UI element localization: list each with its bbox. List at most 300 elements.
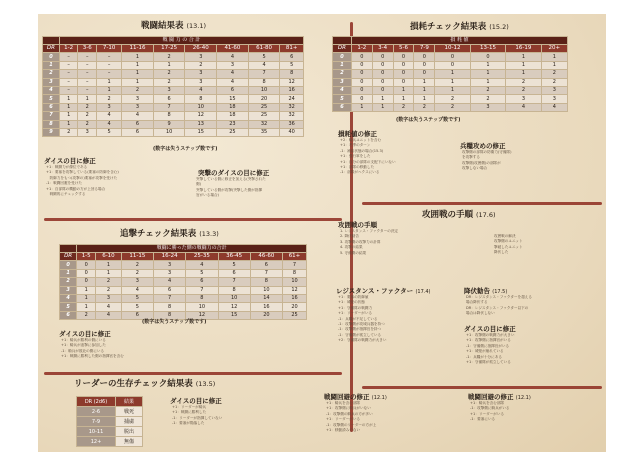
table-cell: 3 [217, 61, 249, 69]
table-cell: 25 [217, 128, 249, 136]
table-cell: 4 [541, 103, 567, 111]
column-header: 6-10 [96, 253, 122, 261]
table-cell: 3 [153, 86, 185, 94]
table-cell: 25 [248, 112, 280, 120]
column-header: 26-40 [185, 45, 217, 53]
table-cell: 24 [280, 95, 304, 103]
table-cell: 1 [541, 61, 567, 69]
table-cell: 戦死 [116, 407, 143, 417]
table-cell: 1 [414, 86, 435, 94]
table-cell: 32 [248, 120, 280, 128]
surrender-dice-heading: ダイスの目に修正 [464, 325, 516, 333]
table-cell: 0 [372, 86, 393, 94]
table-row [43, 120, 304, 128]
text-line: +1：自部隊の機動の方が上回る場合 [46, 186, 106, 191]
table-cell: 7 [218, 278, 250, 286]
column-header: 11-15 [121, 253, 153, 261]
text-line: 攻撃側の部隊の防衛力(守備隊) [462, 150, 512, 154]
table-cell: 3 [96, 294, 122, 302]
charge-dice-heading: 突撃のダイスの目に修正 [198, 169, 270, 177]
rules-sheet [38, 14, 606, 452]
table-cell: 35 [248, 128, 280, 136]
table-cell: – [59, 78, 78, 86]
text-line: +1：戦闘に勝利した [172, 410, 207, 415]
row-label: 4 [333, 86, 352, 94]
supply-siege-modifiers [462, 150, 592, 172]
table-cell: 1 [153, 61, 185, 69]
table-cell: – [59, 86, 78, 94]
text-line: +1：騎兵を含む部隊 [326, 401, 361, 405]
table-cell: 16 [280, 86, 304, 94]
table-cell: 1 [59, 120, 78, 128]
table-cell: 3 [506, 95, 541, 103]
table-row [43, 95, 304, 103]
table-cell: 2 [506, 78, 541, 86]
table-cell: DR (2d6) [77, 397, 116, 407]
table-cell: 25 [248, 103, 280, 111]
column-header: 41-60 [217, 45, 249, 53]
row-label: 2 [333, 70, 352, 78]
table-cell: 16 [283, 294, 307, 302]
table-cell: 0 [351, 61, 372, 69]
table-cell: 10-11 [77, 427, 116, 437]
divider-pursuit-leader [44, 372, 342, 375]
table-cell: 2 [470, 86, 505, 94]
table-cell: 1 [351, 103, 372, 111]
text-line: DR：レジスタンス・ファクターを超える [466, 295, 532, 299]
supply-siege-heading: 兵糧攻めの修正 [460, 142, 506, 150]
table-cell: 脱出 [116, 427, 143, 437]
table-row [60, 269, 307, 277]
table-cell: 18 [217, 103, 249, 111]
table-cell: 4 [97, 120, 122, 128]
table-cell: 4 [185, 86, 217, 94]
table-cell: 40 [280, 128, 304, 136]
leader-dice-modifiers [172, 405, 322, 427]
table-cell: – [59, 53, 78, 61]
column-header: 1-2 [59, 45, 78, 53]
row-label: 7 [43, 112, 60, 120]
combat-dice-modifiers [46, 165, 176, 197]
text-line: +1：城壁が崩れている [466, 349, 504, 354]
column-header: 11-16 [122, 45, 154, 53]
table-cell: 6 [250, 261, 282, 269]
text-line: 防御力をもつ(攻撃の)要塞が攻撃を受けた [46, 175, 118, 180]
table-cell: 1 [506, 70, 541, 78]
column-header: 3-4 [372, 45, 393, 53]
pursuit-note: (数字は失うステップ数です) [142, 319, 207, 325]
table-cell: 18 [217, 112, 249, 120]
table-row [43, 70, 304, 78]
table-cell: 10 [250, 286, 282, 294]
text-line: +1：城壁の状態 [338, 300, 365, 305]
column-header: 16-24 [154, 253, 186, 261]
column-header: DR [60, 253, 77, 261]
table-cell: 1 [122, 53, 154, 61]
text-line: -1：部隊がヘクスにいる [340, 170, 380, 175]
table-row [333, 78, 568, 86]
table-cell: 1 [59, 112, 78, 120]
table-cell: 2 [470, 95, 505, 103]
table-cell: 0 [414, 53, 435, 61]
table-cell: 6 [217, 86, 249, 94]
table-row [43, 112, 304, 120]
text-line: +1：リーダーが騎兵 [172, 405, 207, 409]
table-cell: 5 [97, 128, 122, 136]
table-cell: 3 [470, 103, 505, 111]
table-cell: 1 [393, 86, 414, 94]
row-label: 6 [60, 311, 77, 319]
table-cell: 2 [77, 311, 96, 319]
table-cell: – [97, 53, 122, 61]
attrition-results-table [332, 36, 568, 112]
table-cell: 0 [393, 78, 414, 86]
table-cell: 1 [77, 294, 96, 302]
table-row [333, 70, 568, 78]
table-row [60, 278, 307, 286]
table-cell: 2 [506, 86, 541, 94]
table-cell: 8 [280, 70, 304, 78]
table-cell: 2 [78, 120, 97, 128]
text-line: -1：騎兵が敗北の側にいる [61, 348, 105, 353]
resistance-heading: レジスタンス・ファクター (17.4) [336, 287, 431, 295]
table-cell: 4 [248, 61, 280, 69]
table-cell: 2 [153, 70, 185, 78]
text-line: -1：要塞が陥落した [172, 421, 205, 426]
text-line: -1：要塞にいる [470, 417, 496, 422]
text-line: +1：部隊の移動した [340, 165, 375, 170]
evade-right-modifiers [470, 401, 598, 423]
table-cell: 7 [248, 70, 280, 78]
text-line: -1：戦闘回避を受けた [46, 181, 82, 186]
table-cell: – [78, 53, 97, 61]
table-cell: 5 [121, 294, 153, 302]
table-cell: 3 [122, 103, 154, 111]
table-cell: 2 [435, 103, 470, 111]
attrition-modifiers [340, 138, 448, 176]
row-label: 5 [333, 95, 352, 103]
table-cell: 4 [154, 278, 186, 286]
text-line: 突撃している側が攻撃(突撃した側が指揮 [196, 187, 263, 192]
pursuit-results-table [59, 244, 307, 320]
text-line: 官がいる場合) [196, 193, 219, 198]
text-line: +1：強行軍をした [340, 154, 371, 159]
table-row [333, 103, 568, 111]
table-cell: 0 [77, 269, 96, 277]
row-label: 0 [333, 53, 352, 61]
text-line: 3. 攻撃側の攻撃力の計算 [340, 239, 381, 244]
table-cell: 5 [218, 261, 250, 269]
column-header: 1-2 [351, 45, 372, 53]
table-cell: 無傷 [116, 437, 143, 447]
table-cell: – [78, 61, 97, 69]
text-line: 攻囲戦の解決 [494, 234, 516, 238]
text-line: -1：補給状態の場合(15.3) [340, 148, 384, 153]
table-cell: 3 [122, 95, 154, 103]
table-cell: 4 [217, 70, 249, 78]
table-cell: 2 [153, 53, 185, 61]
table-cell: 10 [185, 103, 217, 111]
table-row [43, 128, 304, 136]
table-cell: 1 [122, 70, 154, 78]
table-cell: 8 [218, 286, 250, 294]
table-cell: 12 [283, 286, 307, 294]
evade-left-modifiers [326, 401, 456, 433]
row-label: 3 [43, 78, 60, 86]
pursuit-dice-modifiers [61, 338, 301, 360]
text-line: を攻撃する [462, 155, 480, 160]
table-cell: 1 [470, 70, 505, 78]
evade-left-heading: 戦闘回避の修正 (12.1) [324, 393, 387, 401]
table-cell: 2 [153, 78, 185, 86]
siege-procedure-steps [340, 229, 490, 256]
table-band-header: 損 耗 値 [351, 37, 567, 45]
table-cell: 2 [541, 70, 567, 78]
table-cell: 5 [280, 61, 304, 69]
row-label: 6 [43, 103, 60, 111]
table-cell: 2 [121, 261, 153, 269]
table-cell: 4 [186, 261, 218, 269]
text-line: 攻撃しない場合 [462, 166, 488, 171]
table-cell: 0 [372, 61, 393, 69]
table-cell: 1 [97, 86, 122, 94]
column-header: 1-5 [77, 253, 96, 261]
attrition-note: (数字は失うステップ数です) [396, 117, 461, 123]
column-header: 10-12 [435, 45, 470, 53]
table-cell: 14 [250, 294, 282, 302]
table-row [77, 427, 143, 437]
table-cell: 7 [283, 261, 307, 269]
table-row [60, 294, 307, 302]
table-cell: – [59, 70, 78, 78]
text-line: 4. 攻撃の結果 [340, 245, 363, 250]
table-cell: 0 [351, 53, 372, 61]
table-cell: 2 [96, 278, 122, 286]
row-label: 1 [60, 269, 77, 277]
text-line: 降伏した [494, 250, 509, 255]
combat-title: 戦闘結果表 (13.1) [141, 21, 207, 31]
table-row [333, 53, 568, 61]
text-line: +1：移動済みでない [326, 428, 361, 433]
table-row [333, 61, 568, 69]
siege-resolution-notes [494, 234, 594, 256]
table-cell: 4 [217, 78, 249, 86]
table-cell: 10 [186, 303, 218, 311]
table-cell: 1 [59, 95, 78, 103]
text-line: -1：攻撃側に騎兵がいる [470, 406, 510, 411]
table-cell: 2 [393, 103, 414, 111]
table-cell: 2 [541, 78, 567, 86]
table-cell: 0 [77, 278, 96, 286]
combat-results-table [42, 36, 304, 137]
text-line: +1：冬季のターン [340, 143, 371, 148]
table-cell: 10 [248, 86, 280, 94]
column-header: DR [43, 45, 60, 53]
table-cell: 2 [97, 95, 122, 103]
table-cell: 0 [351, 78, 372, 86]
table-row [77, 407, 143, 417]
column-header: 20+ [541, 45, 567, 53]
table-cell: 1 [372, 95, 393, 103]
table-cell: 13 [185, 120, 217, 128]
table-cell: 0 [393, 70, 414, 78]
table-cell: 結果 [116, 397, 143, 407]
attrition-title: 損耗チェック結果表 (15.2) [410, 22, 509, 32]
table-cell: 3 [185, 70, 217, 78]
table-cell: 7 [250, 269, 282, 277]
table-cell: 3 [541, 95, 567, 103]
table-cell: 1 [414, 95, 435, 103]
table-cell: 2-6 [77, 407, 116, 417]
table-cell: 0 [372, 70, 393, 78]
table-cell: 12 [280, 78, 304, 86]
table-band-header: 戦闘に勝った側の戦闘力の合計 [77, 245, 307, 253]
table-cell: 6 [218, 269, 250, 277]
table-cell: 0 [351, 86, 372, 94]
column-header: 61+ [283, 253, 307, 261]
text-line: -1：守備側に指揮官がいる [466, 343, 510, 348]
surrender-rules [466, 295, 600, 317]
row-label: 0 [43, 53, 60, 61]
table-cell: 15 [218, 311, 250, 319]
row-label: 4 [60, 294, 77, 302]
table-cell: 1 [506, 53, 541, 61]
table-cell: 0 [393, 61, 414, 69]
table-cell: 12 [186, 311, 218, 319]
table-cell: 3 [541, 86, 567, 94]
row-label: 2 [60, 278, 77, 286]
table-row [333, 95, 568, 103]
table-cell: 0 [414, 70, 435, 78]
evade-right-heading: 戦闘回避の修正 (12.1) [468, 393, 531, 401]
table-cell: 25 [283, 311, 307, 319]
table-cell: 8 [250, 278, 282, 286]
text-line: +1：騎兵が勝利の側にいる [61, 338, 106, 342]
table-cell: 8 [185, 95, 217, 103]
table-cell: 2 [59, 128, 78, 136]
surrender-heading: 降伏勧告 (17.5) [464, 287, 508, 295]
row-label: 1 [333, 61, 352, 69]
table-cell: – [97, 61, 122, 69]
table-cell: 2 [185, 61, 217, 69]
table-cell: 10 [283, 278, 307, 286]
table-cell: 6 [153, 95, 185, 103]
table-cell: 15 [185, 128, 217, 136]
text-line: 攻撃側(攻囲側)の部隊が [462, 160, 501, 165]
table-cell: 1 [372, 103, 393, 111]
column-header: 81+ [280, 45, 304, 53]
text-line: +1：攻撃側に騎兵がいない [326, 406, 371, 411]
table-cell: 12+ [77, 437, 116, 447]
divider-attrition-siege [362, 202, 602, 205]
table-cell: 1 [435, 86, 470, 94]
text-line: +1：リーダーがいる [326, 417, 361, 422]
row-label: 5 [43, 95, 60, 103]
leader-survival-table [76, 396, 143, 447]
table-cell: 2 [78, 112, 97, 120]
table-cell: 20 [250, 311, 282, 319]
table-cell: 1 [435, 78, 470, 86]
table-cell: 8 [154, 303, 186, 311]
table-cell: – [78, 78, 97, 86]
table-cell: 0 [435, 53, 470, 61]
table-cell: 8 [248, 78, 280, 86]
pursuit-title: 追撃チェック結果表 (13.3) [120, 229, 219, 239]
pursuit-dice-heading: ダイスの目に修正 [59, 330, 111, 338]
table-cell: 6 [154, 286, 186, 294]
row-label: 3 [333, 78, 352, 86]
resistance-modifiers [338, 295, 460, 344]
text-line: +1：守備隊の戦闘力 [338, 305, 373, 310]
table-cell: – [78, 70, 97, 78]
text-line: -1：攻撃側の騎兵の方が多い [326, 411, 373, 416]
table-cell: – [97, 70, 122, 78]
table-row [333, 86, 568, 94]
attrition-mod-heading: 損耗値の修正 [338, 130, 377, 138]
table-cell: 8 [283, 269, 307, 277]
table-cell: 7 [186, 286, 218, 294]
row-label: 6 [333, 103, 352, 111]
column-header: 3-6 [78, 45, 97, 53]
table-cell: 1 [77, 286, 96, 294]
surrender-dice-modifiers [466, 333, 600, 365]
text-line: 2. 降伏勧告 [340, 234, 359, 239]
table-cell: 23 [217, 120, 249, 128]
column-header: DR [333, 45, 352, 53]
table-cell: 20 [248, 95, 280, 103]
text-line: 撃破したユニット [494, 244, 523, 249]
table-cell: 1 [77, 303, 96, 311]
table-cell: 5 [121, 303, 153, 311]
table-cell: 10 [153, 128, 185, 136]
text-line: 戦闘的にチェックする [46, 192, 86, 197]
table-row [60, 303, 307, 311]
row-label: 1 [43, 61, 60, 69]
leader-dice-heading: ダイスの目に修正 [170, 397, 222, 405]
table-row [43, 86, 304, 94]
table-cell: 6 [122, 120, 154, 128]
table-cell: 20 [283, 303, 307, 311]
table-cell: 7 [153, 103, 185, 111]
text-line: -1：攻撃側のリーダーの方が上 [326, 422, 377, 427]
table-cell: 3 [185, 78, 217, 86]
table-row [77, 417, 143, 427]
table-cell: 2 [121, 269, 153, 277]
row-label: 5 [60, 303, 77, 311]
table-cell: 12 [218, 303, 250, 311]
table-cell: 0 [351, 95, 372, 103]
table-cell: 7-9 [77, 417, 116, 427]
table-cell: 2 [435, 95, 470, 103]
text-line: 場合は降伏しない [466, 311, 495, 316]
text-line: -1：守備側が孤立している [338, 332, 382, 337]
table-cell: 0 [77, 261, 96, 269]
column-header: 13-15 [470, 45, 505, 53]
table-cell: 2 [96, 286, 122, 294]
table-cell: 8 [153, 112, 185, 120]
table-cell: 1 [59, 103, 78, 111]
table-row [43, 78, 304, 86]
table-cell: 0 [393, 53, 414, 61]
table-cell: 5 [186, 269, 218, 277]
siege-title: 攻囲戦の手順 (17.6) [422, 210, 496, 220]
text-line: +1：リーダーがいる [470, 411, 505, 416]
table-cell: 3 [97, 103, 122, 111]
table-cell: 8 [154, 311, 186, 319]
table-cell: 6 [121, 311, 153, 319]
text-line: +1：攻撃側の戦闘力が大きい [466, 333, 515, 337]
table-cell: 16 [250, 303, 282, 311]
